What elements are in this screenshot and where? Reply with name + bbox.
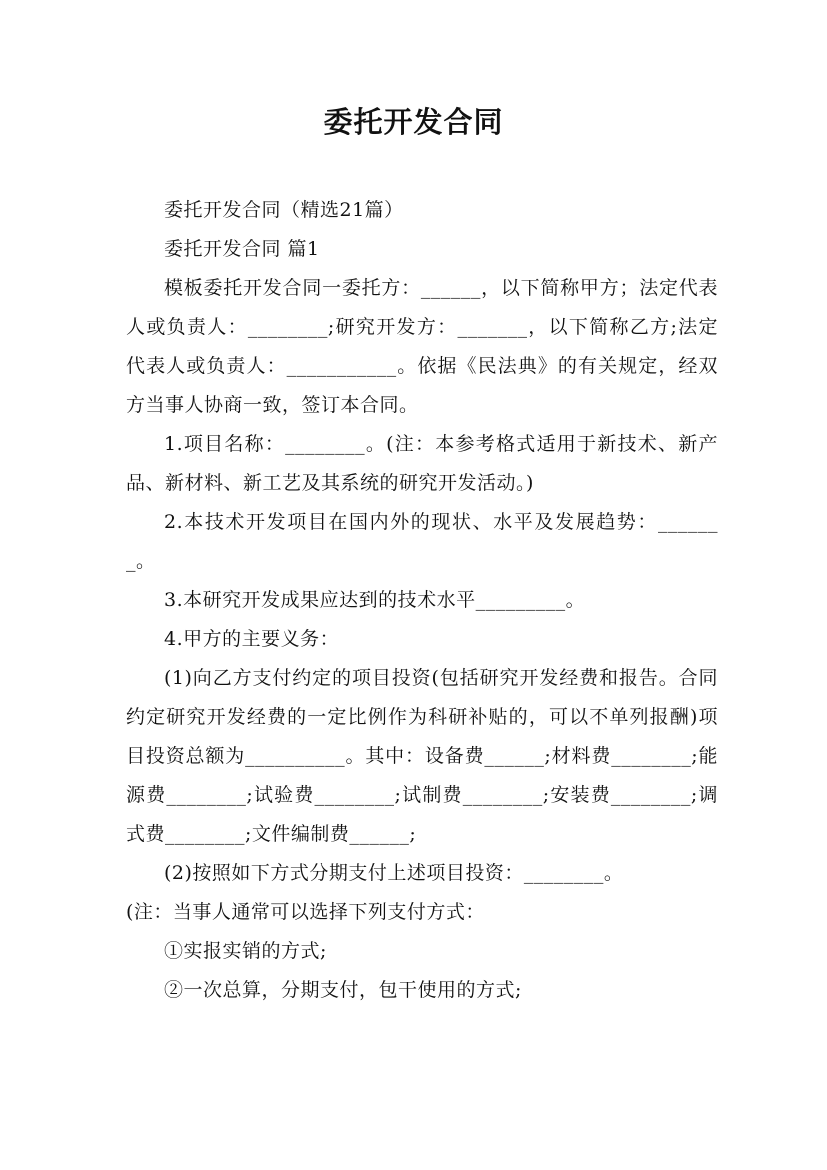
payment-option-1: ①实报实销的方式; xyxy=(164,940,327,962)
payment-option-2: ②一次总算，分期支付，包干使用的方式; xyxy=(164,979,522,1001)
note-payment-methods: (注：当事人通常可以选择下列支付方式： xyxy=(126,901,485,923)
document-body xyxy=(126,191,718,1010)
clause-status-trends: 2.本技术开发项目在国内外的现状、水平及发展趋势：_______。 xyxy=(126,511,718,572)
section-heading: 委托开发合同 篇1 xyxy=(164,238,320,260)
clause-party-a-duties: 4.甲方的主要义务： xyxy=(164,628,340,650)
clause-installment-payment: (2)按照如下方式分期支付上述项目投资：________。 xyxy=(164,862,624,884)
clause-technical-level: 3.本研究开发成果应达到的技术水平_________。 xyxy=(164,589,586,611)
document-title: 委托开发合同 xyxy=(323,105,504,139)
clause-investment: (1)向乙方支付约定的项目投资(包括研究开发经费和报告。合同约定研究开发经费的一定比例作为科研补贴的，可以不单列报酬)项目投资总额为__________。其中：设备费______;材料费________;能源费________;试验费________;试制费________;安装费________;调式费________;文件编制费______; xyxy=(126,667,718,845)
intro-paragraph: 模板委托开发合同一委托方：______，以下简称甲方；法定代表人或负责人：________;研究开发方：_______，以下简称乙方;法定代表人或负责人：___________。依据《民法典》的有关规定，经双方当事人协商一致，签订本合同。 xyxy=(126,277,718,416)
subtitle-paragraph: 委托开发合同（精选21篇） xyxy=(164,199,404,221)
clause-project-name: 1.项目名称：________。(注：本参考格式适用于新技术、新产品、新材料、新工艺及其系统的研究开发活动。) xyxy=(126,433,718,494)
